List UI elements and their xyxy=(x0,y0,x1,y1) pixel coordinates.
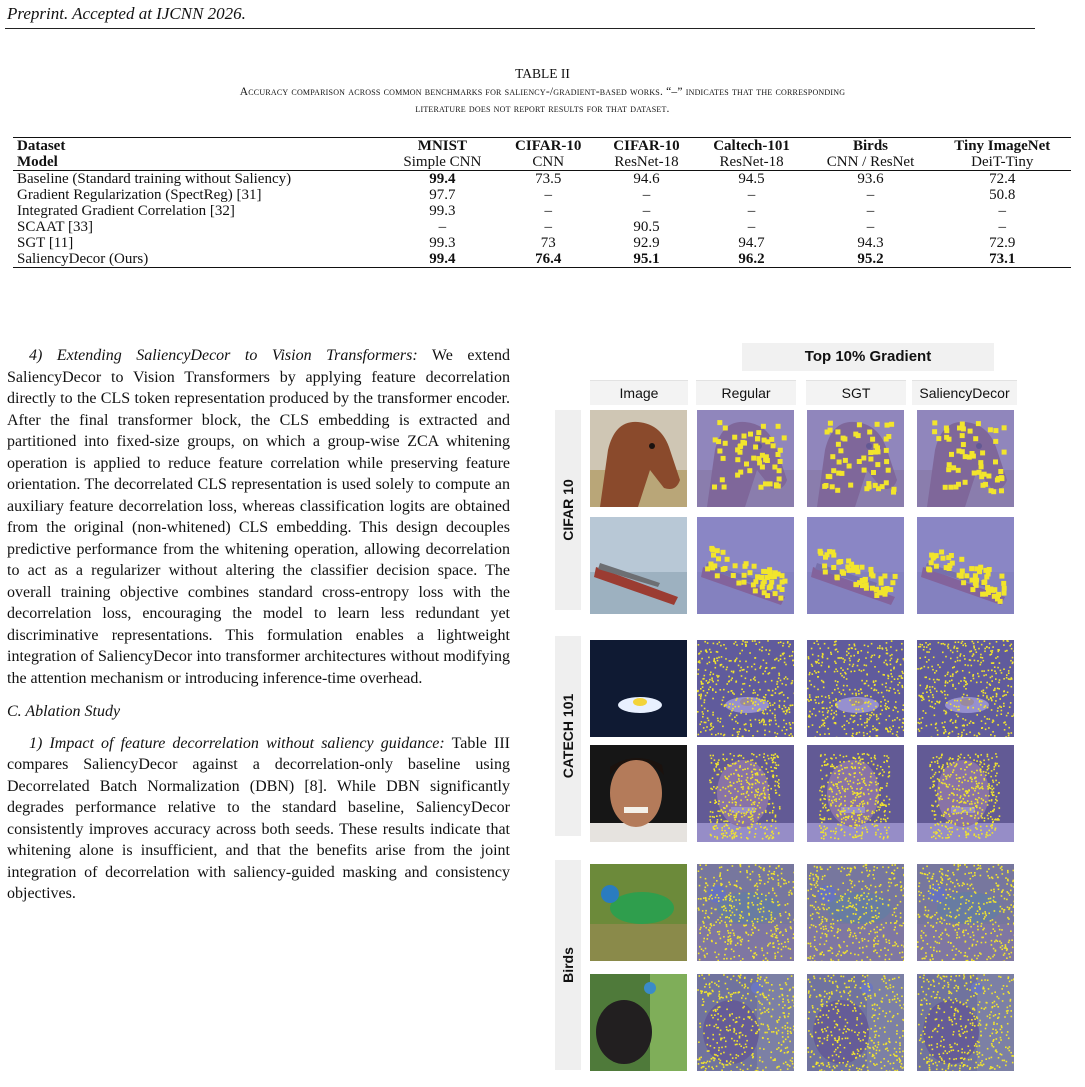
table-caption-line1: Accuracy comparison across common benchmarks for saliency-/gradient-based works. “–” indicates that the corresponding xyxy=(239,86,846,98)
green-bird-saliency-sgt xyxy=(807,864,904,961)
table-subheader-row xyxy=(13,154,1071,171)
table-cell: 72.9 xyxy=(989,235,1016,251)
table-header-cell: Tiny ImageNet xyxy=(934,138,1071,155)
table-cell: 94.5 xyxy=(738,171,765,187)
paragraph-vit-text: We extend SaliencyDecor to Vision Transformers by applying feature decorrelation directly to the CLS token representation produced by the transformer encoder. After the final transformer block, the CLS embedding is extracted and partitioned into fixed-size groups, on which a group-wise ZCA whitening operation is applied to reduce feature correlation while preserving feature orientation. The decorrelated CLS representation is used solely to compute an auxiliary feature decorrelation loss, whereas classification logits are obtained from the original (non-whitened) CLS embedding. This design decouples predictive performance from the whitening operation, allowing decorrelation to act as a regularizer without altering the classifier decision space. The overall training objective combines standard cross-entropy loss with the decorrelation loss, encouraging the model to learn less redundant yet discriminative representations. This formulation enables a lightweight integration of SaliencyDecor into transformer architectures without modifying the attention mechanism or introducing inference-time overhead. xyxy=(7,347,510,687)
table-cell: – xyxy=(998,203,1007,219)
table-cell: – xyxy=(747,203,756,219)
table-cell: Integrated Gradient Correlation [32] xyxy=(17,203,235,219)
table-row xyxy=(13,171,1071,188)
table-header-cell: CIFAR-10 xyxy=(597,138,695,155)
table-subheader-cell: Simple CNN xyxy=(386,154,500,171)
table-header-cell: MNIST xyxy=(386,138,500,155)
green-bird-saliency-saliencydecor xyxy=(917,864,1014,961)
water-lily-saliency-saliencydecor xyxy=(917,640,1014,737)
table-label: TABLE II xyxy=(515,66,570,81)
table-header-cell: Caltech-101 xyxy=(696,138,808,155)
table-cell: – xyxy=(438,219,447,235)
cassowary-saliency-saliencydecor xyxy=(917,974,1014,1071)
paragraph-vit xyxy=(7,345,510,689)
header-rule xyxy=(5,28,1035,29)
subsection-heading-vit: 4) Extending SaliencyDecor to Vision Transformers: xyxy=(29,347,418,364)
water-lily-saliency-regular xyxy=(697,640,794,737)
table-cell: – xyxy=(642,203,651,219)
table-cell: 76.4 xyxy=(499,251,597,268)
running-head: Preprint. Accepted at IJCNN 2026. xyxy=(7,4,246,23)
table-subheader-cell: ResNet-18 xyxy=(696,154,808,171)
face-saliency-regular xyxy=(697,745,794,842)
table-header-row xyxy=(13,138,1071,155)
table-cell: – xyxy=(866,203,875,219)
horse-saliency-saliencydecor xyxy=(917,410,1014,507)
table-cell: 73.1 xyxy=(934,251,1071,268)
table-cell: – xyxy=(747,187,756,203)
cassowary-saliency-regular xyxy=(697,974,794,1071)
group-label-text: CIFAR 10 xyxy=(560,479,576,541)
body-text-column xyxy=(7,345,510,905)
table-cell: – xyxy=(544,219,552,235)
water-lily-saliency-sgt xyxy=(807,640,904,737)
ship-saliency-saliencydecor xyxy=(917,517,1014,614)
table-cell: Gradient Regularization (SpectReg) [31] xyxy=(17,187,262,203)
table-subheader-cell: CNN xyxy=(499,154,597,171)
table-cell: SaliencyDecor (Ours) xyxy=(13,251,386,268)
table-cell: 93.6 xyxy=(857,171,884,187)
table-cell: – xyxy=(544,203,552,219)
group-label-cifar10 xyxy=(555,410,581,610)
table-cell: 95.1 xyxy=(597,251,695,268)
table-row xyxy=(13,251,1071,268)
table-cell: 94.6 xyxy=(633,171,660,187)
table-subheader-cell: CNN / ResNet xyxy=(807,154,933,171)
ship-saliency-regular xyxy=(697,517,794,614)
group-label-text: Birds xyxy=(560,947,576,983)
green-bird-photo xyxy=(590,864,687,961)
table-cell: 72.4 xyxy=(989,171,1016,187)
table-cell: SCAAT [33] xyxy=(17,219,93,235)
horse-saliency-sgt xyxy=(807,410,904,507)
table-subheader-cell: Model xyxy=(13,154,386,171)
group-label-catech101 xyxy=(555,636,581,836)
figure-column-saliencydecor: SaliencyDecor xyxy=(912,380,1017,405)
table-cell: 97.7 xyxy=(429,187,456,203)
table-cell: 99.4 xyxy=(386,251,500,268)
table-header-cell: CIFAR-10 xyxy=(499,138,597,155)
table-cell: – xyxy=(642,187,651,203)
cassowary-saliency-sgt xyxy=(807,974,904,1071)
table-subheader-cell: DeiT-Tiny xyxy=(934,154,1071,171)
group-label-text: CATECH 101 xyxy=(560,693,576,779)
water-lily-photo xyxy=(590,640,687,737)
paragraph-ablation xyxy=(7,733,510,905)
table-cell: 95.2 xyxy=(807,251,933,268)
table-cell: 96.2 xyxy=(696,251,808,268)
cassowary-photo xyxy=(590,974,687,1071)
figure-column-image: Image xyxy=(590,380,688,405)
table-header-cell: Dataset xyxy=(13,138,386,155)
table-row xyxy=(13,235,1071,251)
table-cell: – xyxy=(747,219,756,235)
table-row xyxy=(13,203,1071,219)
face-saliency-saliencydecor xyxy=(917,745,1014,842)
horse-saliency-regular xyxy=(697,410,794,507)
face-saliency-sgt xyxy=(807,745,904,842)
table-row xyxy=(13,219,1071,235)
green-bird-saliency-regular xyxy=(697,864,794,961)
horse-photo xyxy=(590,410,687,507)
table-header-cell: Birds xyxy=(807,138,933,155)
accuracy-table xyxy=(13,137,1071,268)
table-cell: 94.7 xyxy=(738,235,765,251)
figure-column-sgt: SGT xyxy=(806,380,906,405)
table-cell: – xyxy=(866,219,875,235)
subsection-heading-decorrelation: 1) Impact of feature decorrelation without saliency guidance: xyxy=(29,734,445,752)
table-cell: 92.9 xyxy=(633,235,660,251)
figure-column-regular: Regular xyxy=(696,380,796,405)
table-cell: 99.4 xyxy=(429,171,456,187)
table-cell: 99.3 xyxy=(429,203,456,219)
table-cell: 50.8 xyxy=(989,187,1016,203)
paragraph-ablation-text: Table III compares SaliencyDecor against a decorrelation-only baseline using Decorrelated Batch Normalization (DBN) [8]. While DBN significantly degrades performance relative to the standard baseline, SaliencyDecor consistently improves accuracy across both seeds. These results indicate that whitening alone is insufficient, and that the benefits arise from the joint integration of decorrelation with saliency-guided masking and consistency objectives. xyxy=(7,734,510,902)
table-cell: 73.5 xyxy=(535,171,562,187)
figure-title: Top 10% Gradient xyxy=(742,343,994,371)
table-cell: 94.3 xyxy=(857,235,884,251)
table-cell: SGT [11] xyxy=(17,235,74,251)
section-heading-ablation: C. Ablation Study xyxy=(7,703,121,720)
table-row xyxy=(13,187,1071,203)
table-cell: – xyxy=(866,187,875,203)
group-label-birds xyxy=(555,860,581,1070)
table-cell: 73 xyxy=(540,235,556,251)
table-cell: Baseline (Standard training without Saliency) xyxy=(17,171,292,187)
ship-photo xyxy=(590,517,687,614)
table-caption-line2: literature does not report results for that dataset. xyxy=(415,103,670,115)
table-cell: – xyxy=(998,219,1007,235)
table-cell: 99.3 xyxy=(429,235,456,251)
table-cell: 90.5 xyxy=(633,219,660,235)
ship-saliency-sgt xyxy=(807,517,904,614)
table-subheader-cell: ResNet-18 xyxy=(597,154,695,171)
table-cell: – xyxy=(544,187,552,203)
face-photo xyxy=(590,745,687,842)
